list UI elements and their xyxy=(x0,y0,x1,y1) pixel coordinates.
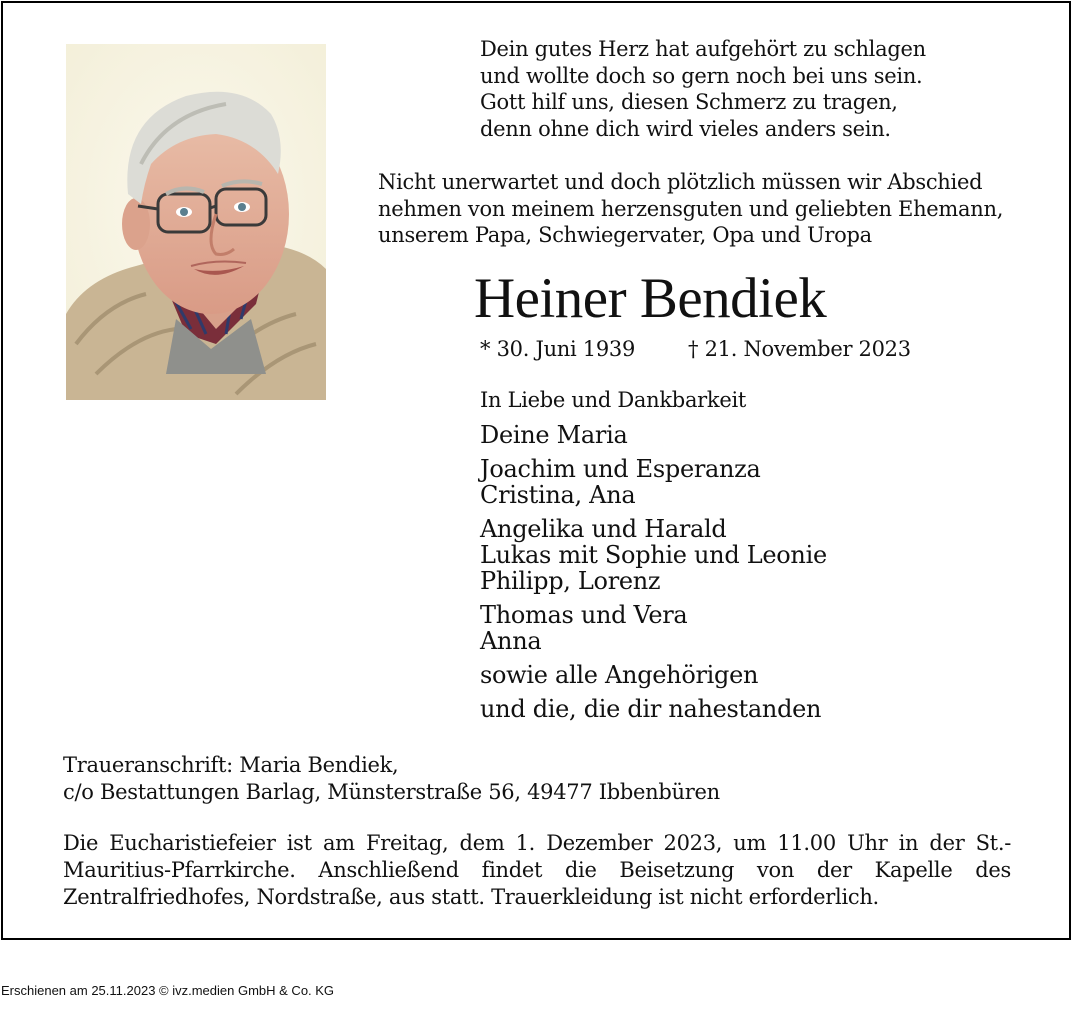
mourner-group-1: Joachim und Esperanza xyxy=(480,455,761,483)
intro-line: nehmen von meinem herzensguten und geliebten Ehemann, xyxy=(378,196,1004,221)
death-date: † 21. November 2023 xyxy=(688,337,911,361)
mourner-others: und die, die dir nahestanden xyxy=(480,695,822,723)
deceased-name: Heiner Bendiek xyxy=(474,267,827,330)
poem xyxy=(480,36,926,142)
poem-line: Dein gutes Herz hat aufgehört zu schlagen xyxy=(480,37,926,61)
mourner-group-1: Cristina, Ana xyxy=(480,481,636,509)
service-details: Die Eucharistiefeier ist am Freitag, dem 1. Dezember 2023, um 11.00 Uhr in der St.-Mauritius-Pfarrkirche. Anschließend findet die Beisetzung von der Kapelle des Zentralfriedhofes, Nordstraße, aus statt. Trauerkleidung ist nicht erforderlich. xyxy=(63,831,1011,909)
intro-text xyxy=(378,169,1003,249)
birth-date: * 30. Juni 1939 xyxy=(480,337,636,361)
mourners-list xyxy=(480,386,827,722)
mourner-wife: Deine Maria xyxy=(480,421,628,449)
life-dates xyxy=(480,336,911,362)
mourner-group-2: Lukas mit Sophie und Leonie xyxy=(480,541,827,569)
mourning-address xyxy=(63,752,720,805)
intro-line: unserem Papa, Schwiegervater, Opa und Uropa xyxy=(378,223,872,247)
address-line: Traueranschrift: Maria Bendiek, xyxy=(63,753,399,777)
mourners-heading: In Liebe und Dankbarkeit xyxy=(480,388,747,412)
poem-line: Gott hilf uns, diesen Schmerz zu tragen, xyxy=(480,90,898,114)
address-line: c/o Bestattungen Barlag, Münsterstraße 56, 49477 Ibbenbüren xyxy=(63,779,720,804)
publication-credit: Erschienen am 25.11.2023 © ivz.medien GmbH & Co. KG xyxy=(1,983,335,998)
portrait-photo xyxy=(66,44,326,400)
mourner-group-2: Angelika und Harald xyxy=(480,515,727,543)
poem-line: denn ohne dich wird vieles anders sein. xyxy=(480,116,891,141)
mourner-group-3: Anna xyxy=(480,627,542,655)
mourner-group-3: Thomas und Vera xyxy=(480,601,688,629)
intro-line: Nicht unerwartet und doch plötzlich müssen wir Abschied xyxy=(378,170,983,194)
poem-line: und wollte doch so gern noch bei uns sein. xyxy=(480,63,923,88)
mourner-relatives: sowie alle Angehörigen xyxy=(480,661,759,689)
mourner-group-2: Philipp, Lorenz xyxy=(480,567,661,595)
